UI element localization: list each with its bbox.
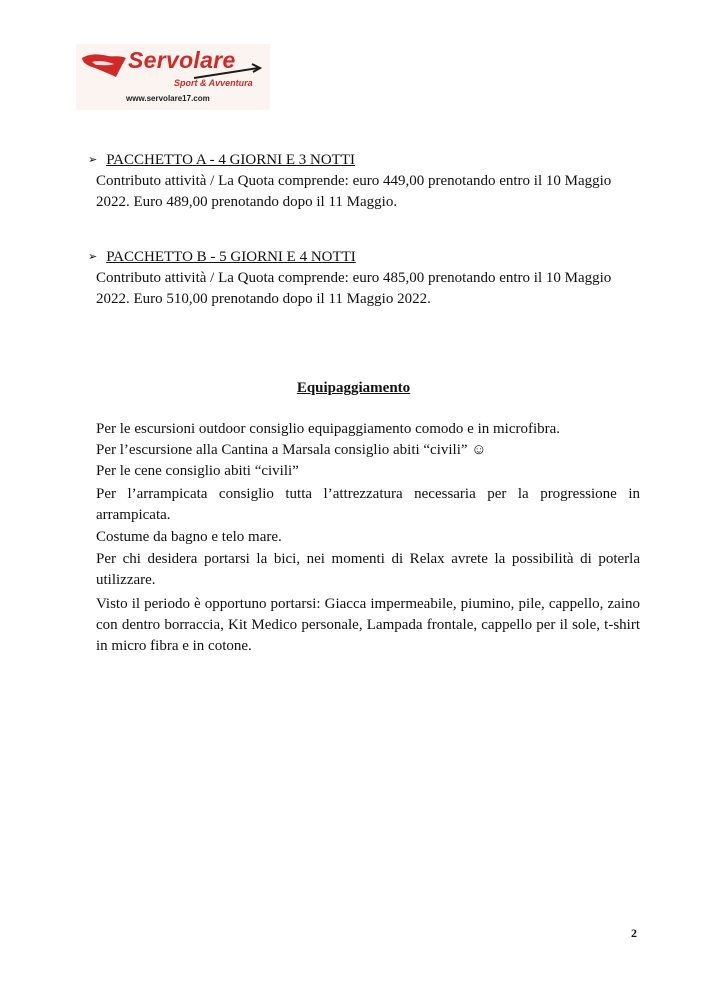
package-a-heading: [88, 150, 355, 171]
arrow-bullet-icon: ➢: [88, 251, 98, 263]
equipment-item: Per chi desidera portarsi la bici, nei momenti di Relax avrete la possibilità di poterla utilizzare.: [96, 551, 640, 588]
equipment-title: Equipaggiamento: [296, 380, 411, 396]
logo-tagline: Sport & Avventura: [174, 78, 253, 88]
equipment-item: Costume da bagno e telo mare.: [96, 529, 282, 545]
logo-wordmark: Servolare: [128, 47, 236, 73]
arrow-bullet-icon: ➢: [88, 154, 98, 166]
equipment-item: Per le cene consiglio abiti “civili”: [96, 463, 299, 479]
logo-website: www.servolare17.com: [126, 94, 210, 103]
package-b-description: Contributo attività / La Quota comprende: euro 485,00 prenotando entro il 10 Maggio 2022. Euro 510,00 prenotando dopo il 11 Maggio 2022.: [96, 270, 612, 307]
equipment-item: Per l’arrampicata consiglio tutta l’attrezzatura necessaria per la progressione in arrampicata.: [96, 486, 640, 523]
package-b-heading: [88, 247, 356, 268]
equipment-item: Per le escursioni outdoor consiglio equipaggiamento comodo e in microfibra.: [96, 421, 561, 437]
equipment-item: Visto il periodo è opportuno portarsi: Giacca impermeabile, piumino, pile, cappello, zaino con dentro borraccia, Kit Medico personale, Lampada frontale, cappello per il sole, t-shirt in micro fibra e in cotone.: [96, 596, 640, 654]
equipment-item: Per l’escursione alla Cantina a Marsala consiglio abiti “civili” ☺: [96, 442, 487, 458]
page-number: 2: [631, 926, 637, 940]
package-b-title: PACCHETTO B - 5 GIORNI E 4 NOTTI: [106, 249, 356, 265]
package-a-description: Contributo attività / La Quota comprende: euro 449,00 prenotando entro il 10 Maggio 2022. Euro 489,00 prenotando dopo il 11 Maggio.: [96, 173, 612, 210]
servolare-logo: [76, 44, 270, 110]
package-a-title: PACCHETTO A - 4 GIORNI E 3 NOTTI: [106, 152, 355, 168]
